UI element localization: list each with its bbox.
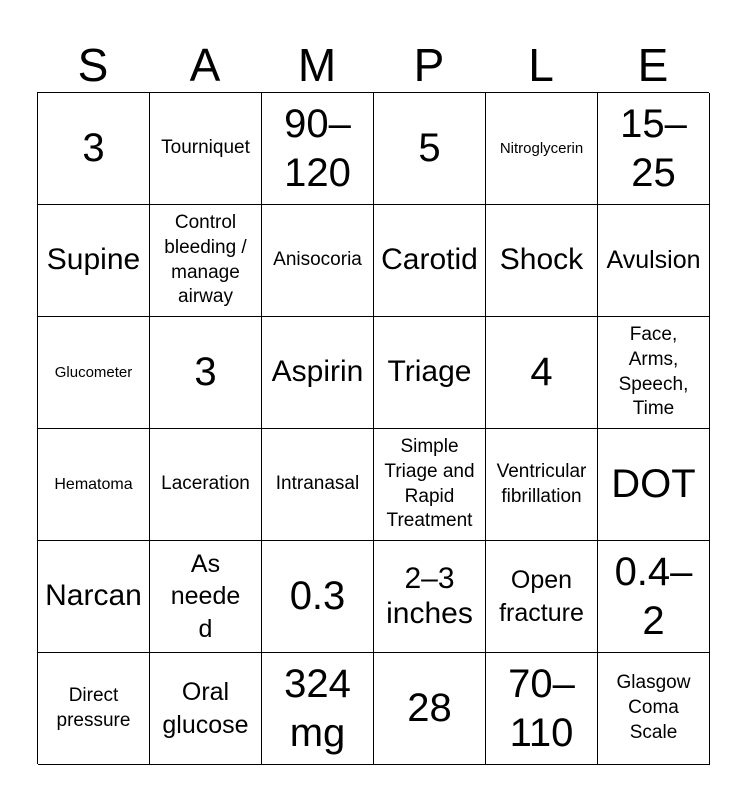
bingo-cell-r6-c6[interactable] xyxy=(598,653,710,765)
header-letter-e: E xyxy=(637,39,669,91)
bingo-cell-r2-c5[interactable] xyxy=(486,205,598,317)
cell-text: 2–3 inches xyxy=(386,562,473,630)
bingo-cell-r5-c2[interactable] xyxy=(150,541,262,653)
bingo-board xyxy=(37,92,709,764)
bingo-cell-r1-c5[interactable] xyxy=(486,93,598,205)
header-letter-s: S xyxy=(77,39,109,91)
cell-text: 324 mg xyxy=(284,661,351,755)
cell-text: Direct pressure xyxy=(56,684,131,731)
cell-text: 5 xyxy=(418,126,441,171)
header-letter-l: L xyxy=(528,39,554,91)
cell-text: Supine xyxy=(46,243,141,277)
bingo-cell-r3-c1[interactable] xyxy=(38,317,150,429)
bingo-cell-r6-c5[interactable] xyxy=(486,653,598,765)
bingo-cell-r5-c4[interactable] xyxy=(374,541,486,653)
cell-text: Anisocoria xyxy=(273,249,362,271)
bingo-cell-r5-c5[interactable] xyxy=(486,541,598,653)
cell-text: 3 xyxy=(194,350,217,395)
bingo-cell-r1-c6[interactable] xyxy=(598,93,710,205)
cell-text: 90–120 xyxy=(284,101,351,195)
bingo-cell-r6-c1[interactable] xyxy=(38,653,150,765)
bingo-cell-r2-c6[interactable] xyxy=(598,205,710,317)
bingo-cell-r4-c5[interactable] xyxy=(486,429,598,541)
header-letter-p: P xyxy=(413,39,445,91)
cell-text: Aspirin xyxy=(271,355,364,389)
cell-text: Control bleeding / manage airway xyxy=(164,212,247,308)
bingo-cell-r3-c2[interactable] xyxy=(150,317,262,429)
bingo-cell-r2-c2[interactable] xyxy=(150,205,262,317)
bingo-cell-r4-c3[interactable] xyxy=(262,429,374,541)
cell-text: Carotid xyxy=(381,243,478,277)
header-letter-m: M xyxy=(297,39,337,91)
cell-text: Glasgow Coma Scale xyxy=(616,672,691,743)
cell-text: Laceration xyxy=(161,473,250,495)
cell-text: DOT xyxy=(611,462,696,507)
cell-text: Triage xyxy=(387,355,472,389)
bingo-cell-r3-c5[interactable] xyxy=(486,317,598,429)
bingo-cell-r4-c2[interactable] xyxy=(150,429,262,541)
bingo-cell-r4-c1[interactable] xyxy=(38,429,150,541)
cell-text: Oral glucose xyxy=(162,678,249,739)
cell-text: Nitroglycerin xyxy=(499,139,584,157)
cell-text: Hematoma xyxy=(54,475,133,493)
cell-text: Intranasal xyxy=(275,473,360,495)
bingo-cell-r1-c1[interactable] xyxy=(38,93,150,205)
cell-text: Avulsion xyxy=(606,246,701,275)
bingo-cell-r4-c6[interactable] xyxy=(598,429,710,541)
bingo-cell-r2-c1[interactable] xyxy=(38,205,150,317)
bingo-cell-r5-c6[interactable] xyxy=(598,541,710,653)
cell-text: 15–25 xyxy=(620,101,687,195)
bingo-cell-r5-c1[interactable] xyxy=(38,541,150,653)
cell-text: Glucometer xyxy=(54,363,133,381)
bingo-cell-r2-c4[interactable] xyxy=(374,205,486,317)
cell-text: 0.3 xyxy=(289,574,346,619)
cell-text: 0.4–2 xyxy=(614,549,693,643)
cell-text: As needed xyxy=(170,549,241,643)
cell-text: 3 xyxy=(82,126,105,171)
bingo-cell-r1-c4[interactable] xyxy=(374,93,486,205)
bingo-cell-r2-c3[interactable] xyxy=(262,205,374,317)
header-letter-a: A xyxy=(189,39,221,91)
cell-text: 4 xyxy=(530,350,553,395)
cell-text: Narcan xyxy=(45,579,142,613)
bingo-cell-r3-c6[interactable] xyxy=(598,317,710,429)
bingo-cell-r6-c3[interactable] xyxy=(262,653,374,765)
bingo-cell-r1-c3[interactable] xyxy=(262,93,374,205)
bingo-cell-r6-c4[interactable] xyxy=(374,653,486,765)
bingo-cell-r1-c2[interactable] xyxy=(150,93,262,205)
bingo-cell-r6-c2[interactable] xyxy=(150,653,262,765)
cell-text: Simple Triage and Rapid Treatment xyxy=(384,436,475,532)
bingo-header xyxy=(37,38,709,92)
cell-text: 70–110 xyxy=(508,661,575,755)
bingo-cell-r3-c3[interactable] xyxy=(262,317,374,429)
cell-text: Face, Arms, Speech, Time xyxy=(618,324,689,420)
cell-text: Open fracture xyxy=(499,566,584,627)
cell-text: Ventricular fibrillation xyxy=(496,460,587,507)
cell-text: Tourniquet xyxy=(161,137,250,159)
bingo-cell-r4-c4[interactable] xyxy=(374,429,486,541)
cell-text: 28 xyxy=(407,686,452,731)
bingo-cell-r5-c3[interactable] xyxy=(262,541,374,653)
bingo-cell-r3-c4[interactable] xyxy=(374,317,486,429)
cell-text: Shock xyxy=(499,243,584,277)
